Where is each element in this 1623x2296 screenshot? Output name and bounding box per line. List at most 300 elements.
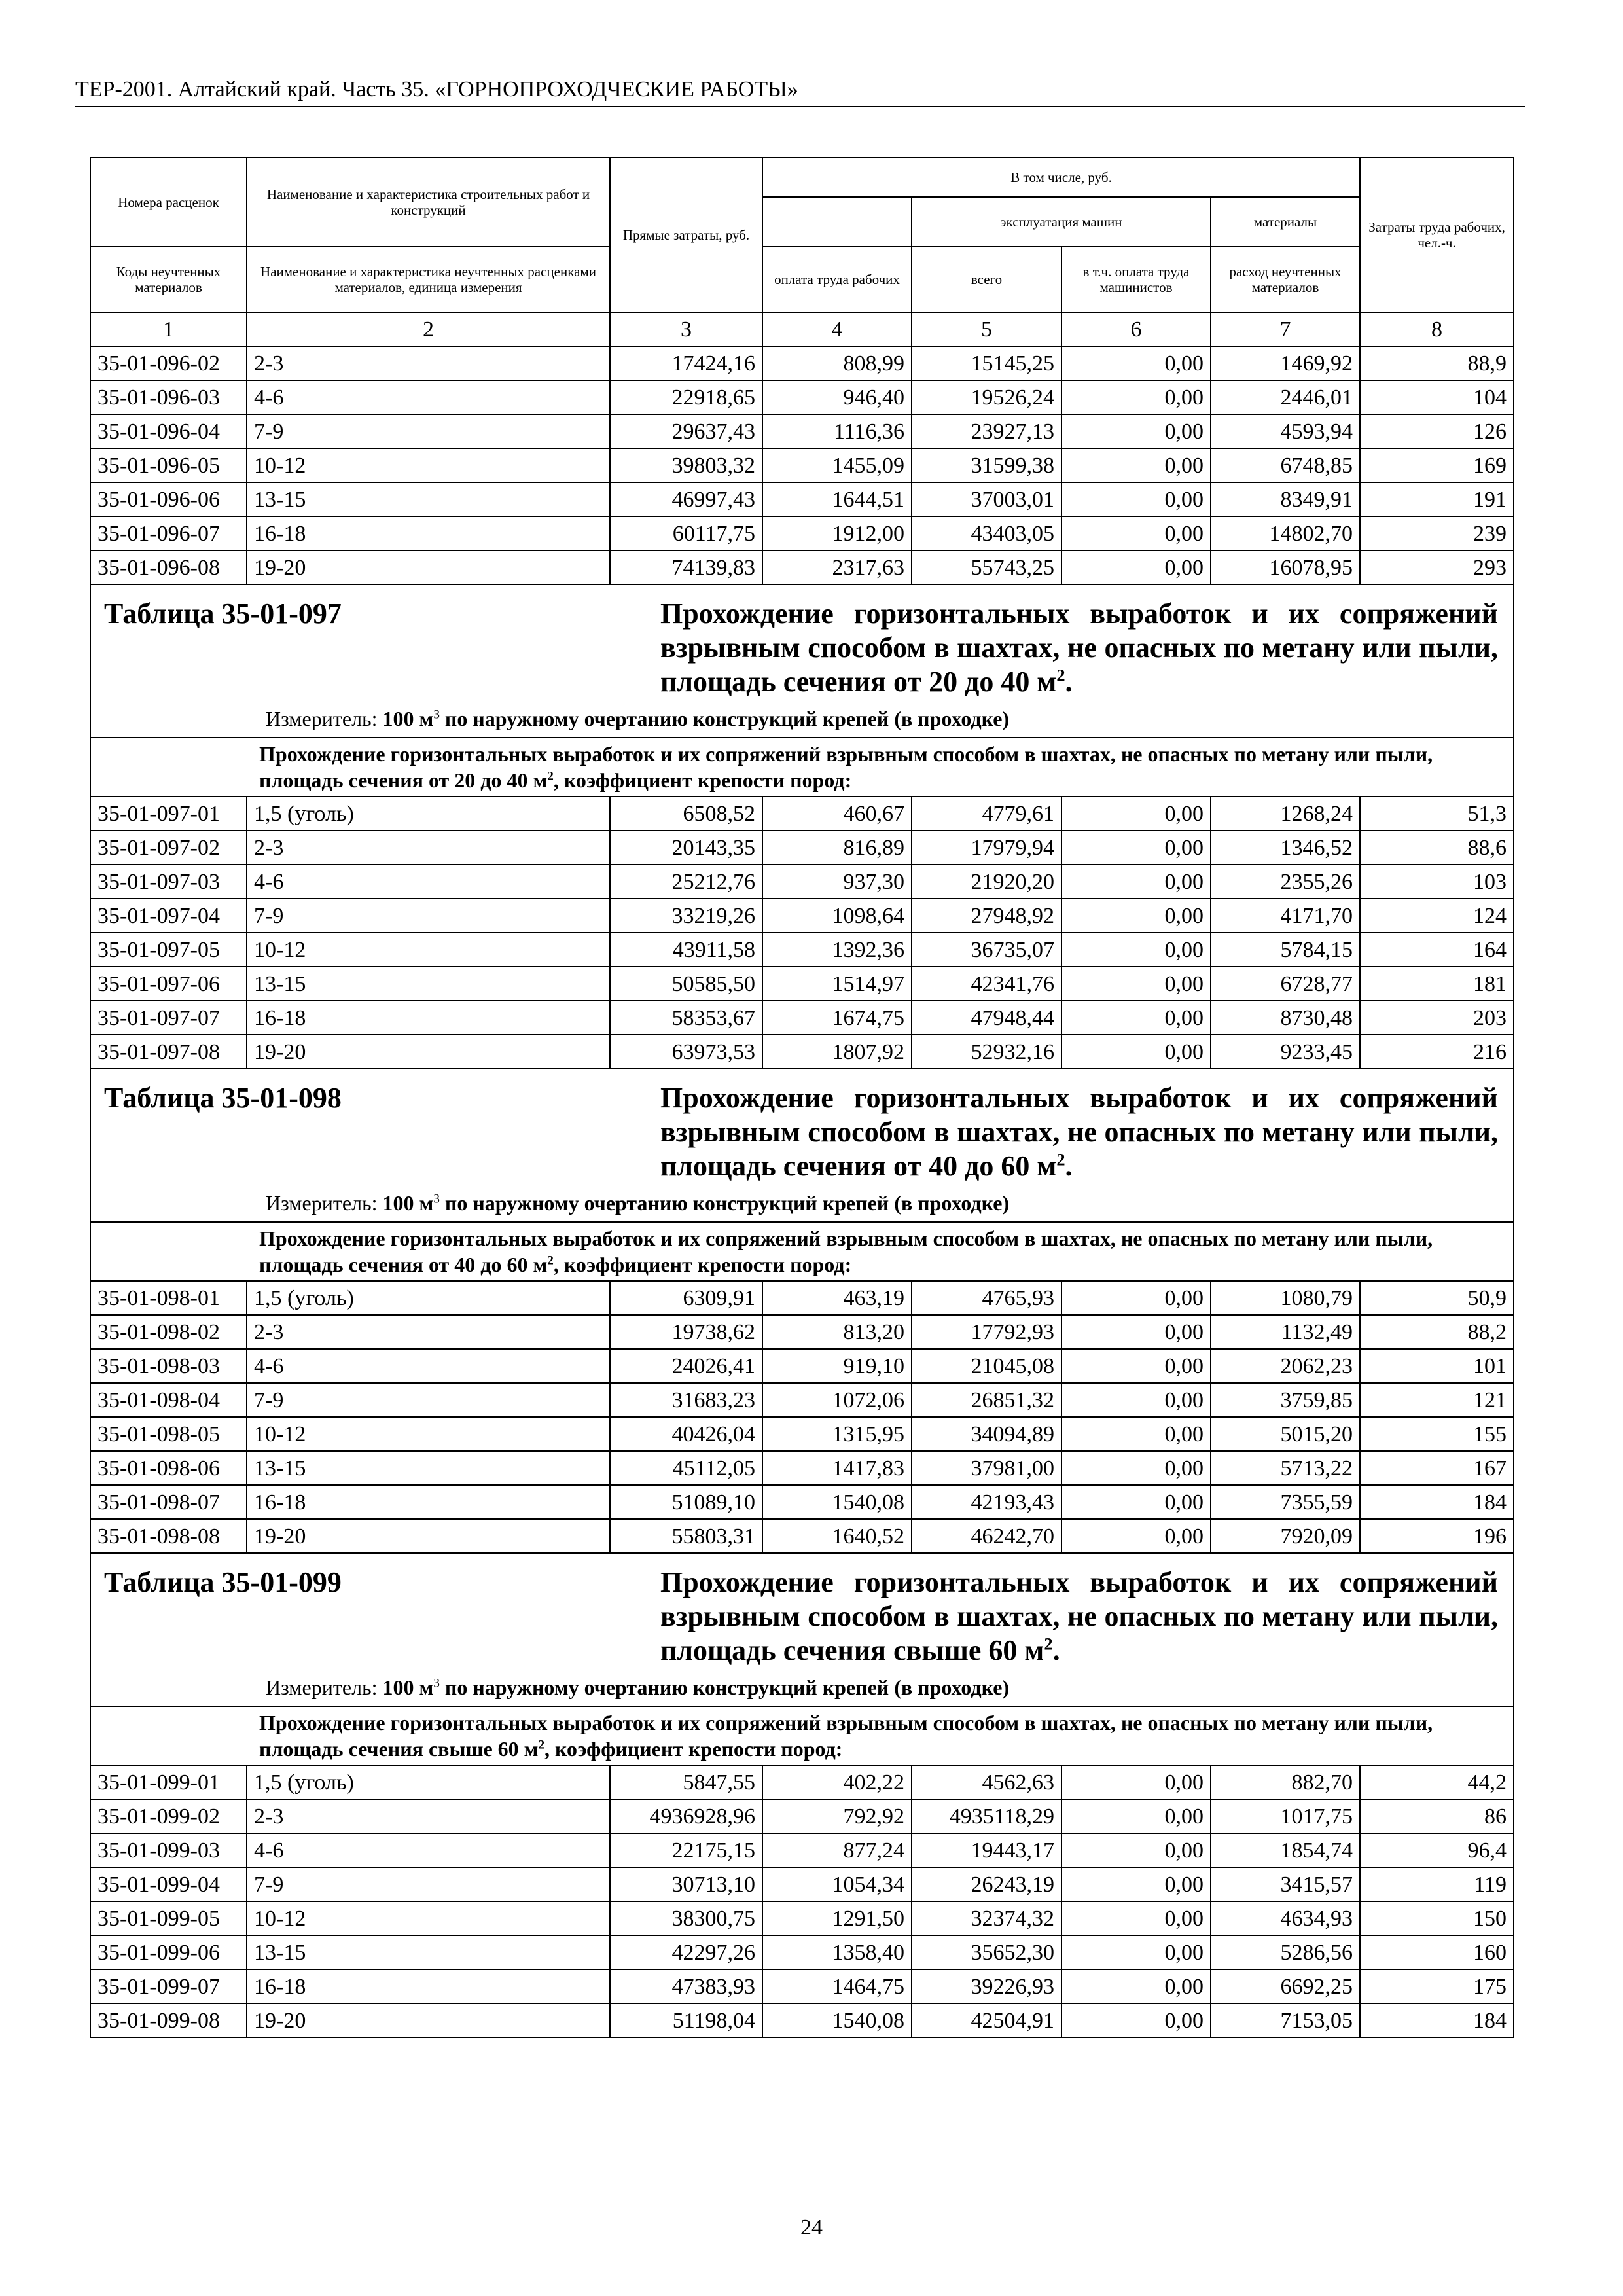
cell-labor-cost: 184 [1360, 2003, 1514, 2037]
cell-wages: 1417,83 [762, 1451, 912, 1485]
cell-materials-use: 14802,70 [1211, 516, 1360, 550]
cell-direct-cost: 50585,50 [610, 967, 762, 1001]
subheading-text: Прохождение горизонтальных выработок и их сопряжений взрывным способом в шахтах, не опасных по метану или пыли, площадь сечения от 20 до 40 м [259, 742, 1433, 792]
cell-strength: 4-6 [247, 380, 610, 414]
table-row [90, 550, 1514, 584]
table-row [90, 1799, 1514, 1833]
cell-labor-cost: 44,2 [1360, 1765, 1514, 1799]
cell-wages: 1540,08 [762, 2003, 912, 2037]
cell-machines-total: 34094,89 [912, 1417, 1061, 1451]
cell-machines-total: 42504,91 [912, 2003, 1061, 2037]
table-row [90, 831, 1514, 865]
cell-labor-cost: 239 [1360, 516, 1514, 550]
cell-wages: 808,99 [762, 346, 912, 380]
cell-labor-cost: 155 [1360, 1417, 1514, 1451]
cell-strength: 13-15 [247, 1935, 610, 1969]
cell-machinist-wages: 0,00 [1061, 831, 1211, 865]
cell-machinist-wages: 0,00 [1061, 1901, 1211, 1935]
table-row [90, 414, 1514, 448]
cell-rate-code: 35-01-099-08 [90, 2003, 247, 2037]
cell-wages: 1912,00 [762, 516, 912, 550]
table-row [90, 516, 1514, 550]
cell-machines-total: 17792,93 [912, 1315, 1061, 1349]
table-row [90, 482, 1514, 516]
cell-labor-cost: 121 [1360, 1383, 1514, 1417]
cell-rate-code: 35-01-098-04 [90, 1383, 247, 1417]
cell-rate-code: 35-01-098-01 [90, 1281, 247, 1315]
cell-rate-code: 35-01-098-06 [90, 1451, 247, 1485]
cell-strength: 16-18 [247, 1001, 610, 1035]
cell-machines-total: 4935118,29 [912, 1799, 1061, 1833]
table-row [90, 865, 1514, 899]
cell-materials-use: 9233,45 [1211, 1035, 1360, 1069]
measure-sup: 3 [433, 1192, 440, 1206]
cell-wages: 1054,34 [762, 1867, 912, 1901]
cell-direct-cost: 31683,23 [610, 1383, 762, 1417]
cell-wages: 937,30 [762, 865, 912, 899]
cell-machines-total: 31599,38 [912, 448, 1061, 482]
cell-machinist-wages: 0,00 [1061, 865, 1211, 899]
cell-wages: 1464,75 [762, 1969, 912, 2003]
cell-strength: 19-20 [247, 1519, 610, 1553]
measure-value: 100 м [382, 1191, 434, 1215]
cell-labor-cost: 96,4 [1360, 1833, 1514, 1867]
subheading-row [90, 738, 1514, 797]
col-num: 3 [610, 312, 762, 346]
col-direct: Прямые затраты, руб. [610, 158, 762, 312]
cell-labor-cost: 293 [1360, 550, 1514, 584]
col-num: 8 [1360, 312, 1514, 346]
cell-wages: 1807,92 [762, 1035, 912, 1069]
cell-labor-cost: 184 [1360, 1485, 1514, 1519]
table-heading-row [90, 584, 1514, 738]
table-title-text: Прохождение горизонтальных выработок и их сопряжений взрывным способом в шахтах, не опасных по метану или пыли, площадь сечения от 20 до 40 м [660, 598, 1498, 698]
col-num: 2 [247, 312, 610, 346]
table-row [90, 1349, 1514, 1383]
cell-labor-cost: 126 [1360, 414, 1514, 448]
col-wages: оплата труда рабочих [762, 247, 912, 312]
col-num: 6 [1061, 312, 1211, 346]
cell-rate-code: 35-01-099-01 [90, 1765, 247, 1799]
table-title-end: . [1052, 1634, 1060, 1666]
cell-wages: 1315,95 [762, 1417, 912, 1451]
cell-materials-use: 2446,01 [1211, 380, 1360, 414]
cell-direct-cost: 19738,62 [610, 1315, 762, 1349]
cell-rate-code: 35-01-097-07 [90, 1001, 247, 1035]
table-row [90, 1001, 1514, 1035]
cell-machines-total: 47948,44 [912, 1001, 1061, 1035]
cell-materials-use: 7153,05 [1211, 2003, 1360, 2037]
cell-labor-cost: 104 [1360, 380, 1514, 414]
measure-rest: по наружному очертанию конструкций крепей (в проходке) [444, 1191, 1010, 1215]
cell-direct-cost: 39803,32 [610, 448, 762, 482]
cell-strength: 7-9 [247, 1383, 610, 1417]
cell-rate-code: 35-01-097-08 [90, 1035, 247, 1069]
table-title-sup: 2 [1056, 665, 1065, 685]
subheading-sup: 2 [538, 1738, 545, 1752]
cell-machines-total: 4562,63 [912, 1765, 1061, 1799]
cell-rate-code: 35-01-097-04 [90, 899, 247, 933]
cell-rate-code: 35-01-099-03 [90, 1833, 247, 1867]
cell-strength: 4-6 [247, 1833, 610, 1867]
col-mat-use: расход неучтенных материалов [1211, 247, 1360, 312]
cell-labor-cost: 191 [1360, 482, 1514, 516]
cell-machinist-wages: 0,00 [1061, 516, 1211, 550]
cell-wages: 919,10 [762, 1349, 912, 1383]
cell-materials-use: 1017,75 [1211, 1799, 1360, 1833]
cell-rate-code: 35-01-096-06 [90, 482, 247, 516]
cell-direct-cost: 55803,31 [610, 1519, 762, 1553]
cell-materials-use: 1132,49 [1211, 1315, 1360, 1349]
col-num: 7 [1211, 312, 1360, 346]
table-row [90, 2003, 1514, 2037]
subheading [90, 1222, 1514, 1281]
cell-labor-cost: 50,9 [1360, 1281, 1514, 1315]
col-incl-mach: в т.ч. оплата труда машинистов [1061, 247, 1211, 312]
cell-labor-cost: 119 [1360, 1867, 1514, 1901]
measure-line [266, 1190, 1493, 1216]
cell-labor-cost: 160 [1360, 1935, 1514, 1969]
cell-labor-cost: 181 [1360, 967, 1514, 1001]
cell-labor-cost: 175 [1360, 1969, 1514, 2003]
cell-materials-use: 1469,92 [1211, 346, 1360, 380]
measure-label: Измеритель: [266, 707, 378, 730]
col-materials: материалы [1211, 197, 1360, 247]
table-title-end: . [1065, 666, 1073, 698]
cell-materials-use: 6748,85 [1211, 448, 1360, 482]
cell-labor-cost: 150 [1360, 1901, 1514, 1935]
cell-wages: 463,19 [762, 1281, 912, 1315]
cell-rate-code: 35-01-097-05 [90, 933, 247, 967]
cell-strength: 1,5 (уголь) [247, 1281, 610, 1315]
subheading-row [90, 1706, 1514, 1765]
cell-wages: 402,22 [762, 1765, 912, 1799]
cell-materials-use: 5015,20 [1211, 1417, 1360, 1451]
cell-wages: 1540,08 [762, 1485, 912, 1519]
cell-labor-cost: 124 [1360, 899, 1514, 933]
cell-strength: 13-15 [247, 482, 610, 516]
cell-rate-code: 35-01-097-03 [90, 865, 247, 899]
cell-machines-total: 4779,61 [912, 797, 1061, 831]
cell-rate-code: 35-01-099-04 [90, 1867, 247, 1901]
cell-direct-cost: 17424,16 [610, 346, 762, 380]
cell-machinist-wages: 0,00 [1061, 550, 1211, 584]
cell-strength: 10-12 [247, 1417, 610, 1451]
cell-materials-use: 6728,77 [1211, 967, 1360, 1001]
cell-direct-cost: 38300,75 [610, 1901, 762, 1935]
cell-machinist-wages: 0,00 [1061, 1315, 1211, 1349]
cell-rate-code: 35-01-096-08 [90, 550, 247, 584]
measure-line [266, 1674, 1493, 1700]
cell-machines-total: 26243,19 [912, 1867, 1061, 1901]
cell-labor-cost: 216 [1360, 1035, 1514, 1069]
cell-rate-code: 35-01-097-01 [90, 797, 247, 831]
cell-strength: 7-9 [247, 899, 610, 933]
cell-rate-code: 35-01-097-06 [90, 967, 247, 1001]
cell-rate-code: 35-01-098-08 [90, 1519, 247, 1553]
cell-wages: 1644,51 [762, 482, 912, 516]
col-wages-top [762, 197, 912, 247]
cell-rate-code: 35-01-096-02 [90, 346, 247, 380]
table-heading [90, 1069, 1514, 1222]
cell-materials-use: 1854,74 [1211, 1833, 1360, 1867]
table-row [90, 1485, 1514, 1519]
cell-wages: 2317,63 [762, 550, 912, 584]
cell-strength: 1,5 (уголь) [247, 797, 610, 831]
cell-rate-code: 35-01-099-02 [90, 1799, 247, 1833]
cell-materials-use: 4593,94 [1211, 414, 1360, 448]
cell-machines-total: 4765,93 [912, 1281, 1061, 1315]
cell-wages: 816,89 [762, 831, 912, 865]
cell-strength: 19-20 [247, 550, 610, 584]
cell-direct-cost: 4936928,96 [610, 1799, 762, 1833]
cell-strength: 2-3 [247, 1315, 610, 1349]
cell-strength: 2-3 [247, 1799, 610, 1833]
cell-machinist-wages: 0,00 [1061, 967, 1211, 1001]
cell-direct-cost: 74139,83 [610, 550, 762, 584]
cell-machinist-wages: 0,00 [1061, 1485, 1211, 1519]
cell-labor-cost: 196 [1360, 1519, 1514, 1553]
cell-materials-use: 4634,93 [1211, 1901, 1360, 1935]
table-row [90, 346, 1514, 380]
cell-materials-use: 1268,24 [1211, 797, 1360, 831]
cell-direct-cost: 46997,43 [610, 482, 762, 516]
cell-direct-cost: 63973,53 [610, 1035, 762, 1069]
cell-labor-cost: 167 [1360, 1451, 1514, 1485]
subheading-text: Прохождение горизонтальных выработок и их сопряжений взрывным способом в шахтах, не опасных по метану или пыли, площадь сечения от 40 до 60 м [259, 1227, 1433, 1276]
col-num: 4 [762, 312, 912, 346]
cell-machines-total: 43403,05 [912, 516, 1061, 550]
measure-label: Измеритель: [266, 1676, 378, 1699]
cell-wages: 1392,36 [762, 933, 912, 967]
measure-sup: 3 [433, 1676, 440, 1691]
cell-machinist-wages: 0,00 [1061, 2003, 1211, 2037]
subheading-row [90, 1222, 1514, 1281]
cell-machinist-wages: 0,00 [1061, 414, 1211, 448]
cell-machinist-wages: 0,00 [1061, 1935, 1211, 1969]
running-header: ТЕР-2001. Алтайский край. Часть 35. «ГОРНОПРОХОДЧЕСКИЕ РАБОТЫ» [75, 77, 1525, 107]
cell-wages: 946,40 [762, 380, 912, 414]
table-row [90, 1833, 1514, 1867]
cell-wages: 1098,64 [762, 899, 912, 933]
cell-labor-cost: 101 [1360, 1349, 1514, 1383]
subheading-text: Прохождение горизонтальных выработок и их сопряжений взрывным способом в шахтах, не опасных по метану или пыли, площадь сечения свыше 60 м [259, 1711, 1433, 1761]
estimate-table [90, 157, 1514, 2038]
cell-materials-use: 1080,79 [1211, 1281, 1360, 1315]
cell-direct-cost: 43911,58 [610, 933, 762, 967]
cell-machines-total: 26851,32 [912, 1383, 1061, 1417]
cell-rate-code: 35-01-096-04 [90, 414, 247, 448]
cell-strength: 4-6 [247, 865, 610, 899]
cell-direct-cost: 6309,91 [610, 1281, 762, 1315]
subheading [90, 738, 1514, 797]
cell-machines-total: 42341,76 [912, 967, 1061, 1001]
cell-machines-total: 52932,16 [912, 1035, 1061, 1069]
cell-machines-total: 36735,07 [912, 933, 1061, 967]
cell-direct-cost: 40426,04 [610, 1417, 762, 1451]
cell-direct-cost: 5847,55 [610, 1765, 762, 1799]
table-row [90, 797, 1514, 831]
cell-machinist-wages: 0,00 [1061, 1417, 1211, 1451]
cell-machines-total: 37003,01 [912, 482, 1061, 516]
table-row [90, 1969, 1514, 2003]
cell-wages: 460,67 [762, 797, 912, 831]
measure-rest: по наружному очертанию конструкций крепей (в проходке) [444, 707, 1010, 730]
cell-materials-use: 8349,91 [1211, 482, 1360, 516]
cell-wages: 1455,09 [762, 448, 912, 482]
cell-machines-total: 35652,30 [912, 1935, 1061, 1969]
cell-wages: 1291,50 [762, 1901, 912, 1935]
cell-machinist-wages: 0,00 [1061, 1519, 1211, 1553]
table-row [90, 1935, 1514, 1969]
cell-machinist-wages: 0,00 [1061, 1969, 1211, 2003]
cell-labor-cost: 103 [1360, 865, 1514, 899]
page-number: 24 [800, 2215, 823, 2240]
column-numbers-row [90, 312, 1514, 346]
cell-materials-use: 8730,48 [1211, 1001, 1360, 1035]
col-work-name: Наименование и характеристика строительных работ и конструкций [247, 158, 610, 247]
cell-machines-total: 21045,08 [912, 1349, 1061, 1383]
table-heading [90, 1553, 1514, 1706]
cell-machines-total: 37981,00 [912, 1451, 1061, 1485]
cell-strength: 7-9 [247, 414, 610, 448]
cell-labor-cost: 86 [1360, 1799, 1514, 1833]
cell-rate-code: 35-01-096-07 [90, 516, 247, 550]
subheading-sup: 2 [547, 1253, 554, 1268]
cell-direct-cost: 33219,26 [610, 899, 762, 933]
cell-strength: 19-20 [247, 2003, 610, 2037]
cell-materials-use: 1346,52 [1211, 831, 1360, 865]
cell-strength: 13-15 [247, 967, 610, 1001]
cell-machines-total: 32374,32 [912, 1901, 1061, 1935]
cell-materials-use: 16078,95 [1211, 550, 1360, 584]
cell-strength: 4-6 [247, 1349, 610, 1383]
cell-strength: 16-18 [247, 1485, 610, 1519]
cell-machinist-wages: 0,00 [1061, 1833, 1211, 1867]
cell-machinist-wages: 0,00 [1061, 380, 1211, 414]
cell-direct-cost: 6508,52 [610, 797, 762, 831]
cell-machinist-wages: 0,00 [1061, 482, 1211, 516]
table-row [90, 1451, 1514, 1485]
subheading-end: , коэффициент крепости пород: [553, 1253, 852, 1276]
cell-direct-cost: 45112,05 [610, 1451, 762, 1485]
cell-materials-use: 2062,23 [1211, 1349, 1360, 1383]
cell-strength: 10-12 [247, 1901, 610, 1935]
measure-line [266, 706, 1493, 732]
cell-machines-total: 27948,92 [912, 899, 1061, 933]
table-heading-row [90, 1553, 1514, 1706]
cell-direct-cost: 60117,75 [610, 516, 762, 550]
subheading-end: , коэффициент крепости пород: [544, 1737, 843, 1761]
cell-materials-use: 4171,70 [1211, 899, 1360, 933]
cell-materials-use: 7920,09 [1211, 1519, 1360, 1553]
cell-wages: 813,20 [762, 1315, 912, 1349]
cell-strength: 2-3 [247, 346, 610, 380]
cell-wages: 1072,06 [762, 1383, 912, 1417]
table-row [90, 1035, 1514, 1069]
cell-direct-cost: 51198,04 [610, 2003, 762, 2037]
table-row [90, 380, 1514, 414]
cell-rate-code: 35-01-097-02 [90, 831, 247, 865]
measure-sup: 3 [433, 708, 440, 722]
cell-labor-cost: 88,2 [1360, 1315, 1514, 1349]
table-title-sup: 2 [1044, 1634, 1053, 1654]
table-heading-row [90, 1069, 1514, 1222]
cell-machines-total: 19443,17 [912, 1833, 1061, 1867]
col-in-total: В том числе, руб. [762, 158, 1360, 197]
cell-labor-cost: 169 [1360, 448, 1514, 482]
cell-direct-cost: 47383,93 [610, 1969, 762, 2003]
cell-machinist-wages: 0,00 [1061, 346, 1211, 380]
cell-direct-cost: 42297,26 [610, 1935, 762, 1969]
col-labor: Затраты труда рабочих, чел.-ч. [1360, 158, 1514, 312]
cell-strength: 13-15 [247, 1451, 610, 1485]
cell-machinist-wages: 0,00 [1061, 448, 1211, 482]
cell-direct-cost: 25212,76 [610, 865, 762, 899]
cell-labor-cost: 88,9 [1360, 346, 1514, 380]
cell-labor-cost: 88,6 [1360, 831, 1514, 865]
table-title [660, 1566, 1498, 1668]
table-row [90, 1383, 1514, 1417]
col-machines: эксплуатация машин [912, 197, 1211, 247]
cell-labor-cost: 51,3 [1360, 797, 1514, 831]
cell-rate-code: 35-01-096-05 [90, 448, 247, 482]
cell-machinist-wages: 0,00 [1061, 1383, 1211, 1417]
cell-direct-cost: 22175,15 [610, 1833, 762, 1867]
table-id: Таблица 35-01-097 [104, 598, 342, 630]
col-codes: Коды неучтенных материалов [90, 247, 247, 312]
col-rate-no: Номера расценок [90, 158, 247, 247]
cell-direct-cost: 20143,35 [610, 831, 762, 865]
table-title [660, 597, 1498, 699]
cell-strength: 10-12 [247, 933, 610, 967]
cell-machinist-wages: 0,00 [1061, 899, 1211, 933]
cell-strength: 16-18 [247, 1969, 610, 2003]
cell-strength: 19-20 [247, 1035, 610, 1069]
cell-machinist-wages: 0,00 [1061, 1001, 1211, 1035]
cell-rate-code: 35-01-096-03 [90, 380, 247, 414]
cell-direct-cost: 24026,41 [610, 1349, 762, 1383]
cell-direct-cost: 30713,10 [610, 1867, 762, 1901]
cell-strength: 2-3 [247, 831, 610, 865]
table-title-text: Прохождение горизонтальных выработок и их сопряжений взрывным способом в шахтах, не опасных по метану или пыли, площадь сечения свыше 60 м [660, 1566, 1498, 1666]
cell-materials-use: 5713,22 [1211, 1451, 1360, 1485]
cell-machinist-wages: 0,00 [1061, 797, 1211, 831]
table-row [90, 448, 1514, 482]
cell-machines-total: 55743,25 [912, 550, 1061, 584]
cell-materials-use: 2355,26 [1211, 865, 1360, 899]
table-row [90, 933, 1514, 967]
cell-machinist-wages: 0,00 [1061, 933, 1211, 967]
col-total: всего [912, 247, 1061, 312]
cell-materials-use: 7355,59 [1211, 1485, 1360, 1519]
table-id: Таблица 35-01-099 [104, 1566, 342, 1598]
subheading-sup: 2 [547, 769, 554, 783]
cell-machines-total: 39226,93 [912, 1969, 1061, 2003]
cell-labor-cost: 203 [1360, 1001, 1514, 1035]
cell-direct-cost: 58353,67 [610, 1001, 762, 1035]
cell-machinist-wages: 0,00 [1061, 1035, 1211, 1069]
measure-rest: по наружному очертанию конструкций крепей (в проходке) [444, 1676, 1010, 1699]
cell-rate-code: 35-01-098-05 [90, 1417, 247, 1451]
table-row [90, 1519, 1514, 1553]
cell-machines-total: 19526,24 [912, 380, 1061, 414]
measure-value: 100 м [382, 707, 434, 730]
cell-materials-use: 3415,57 [1211, 1867, 1360, 1901]
cell-labor-cost: 164 [1360, 933, 1514, 967]
table-row [90, 1765, 1514, 1799]
table-row [90, 1867, 1514, 1901]
